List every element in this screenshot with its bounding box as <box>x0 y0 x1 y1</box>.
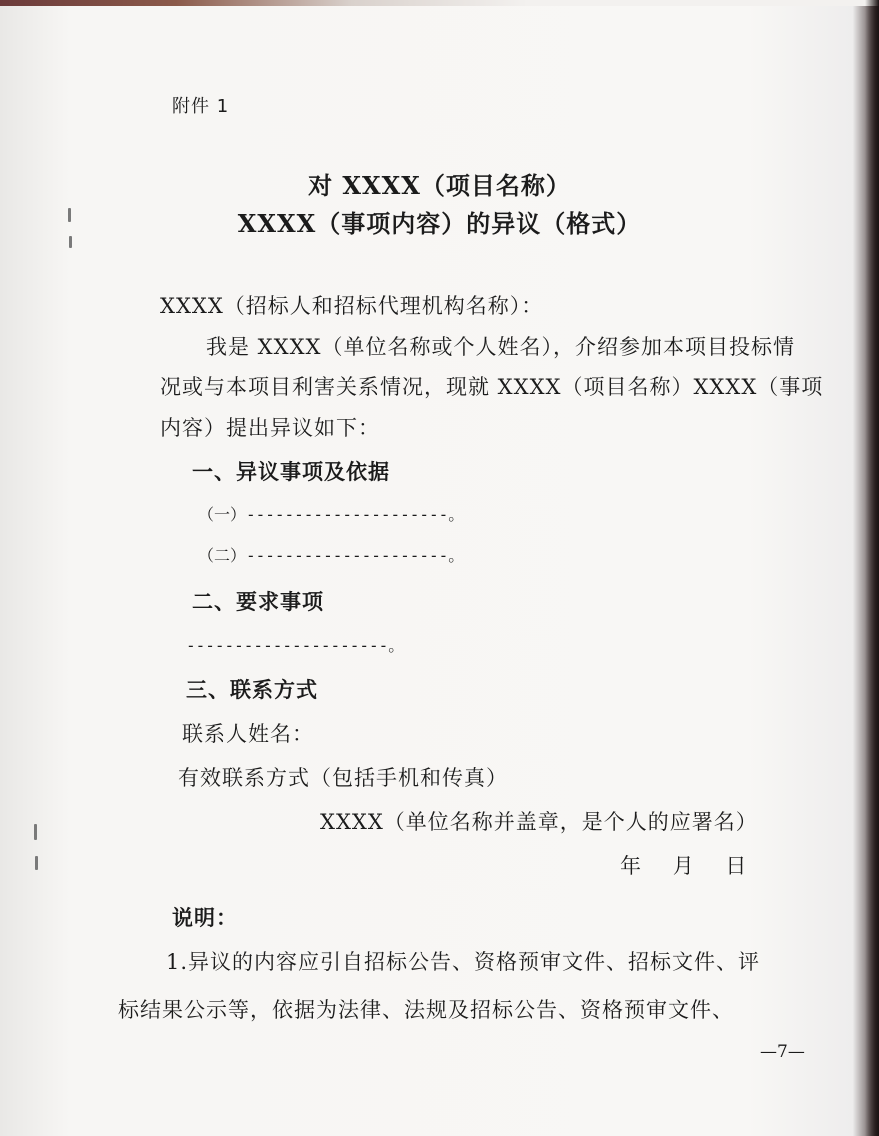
section1-heading: 一、异议事项及依据 <box>192 460 390 484</box>
date-line: 年 月 日 <box>620 854 748 878</box>
intro-paragraph-line2: 况或与本项目利害关系情况，现就 XXXX（项目名称）XXXX（事项 <box>160 375 824 399</box>
document-title-line1: 对 XXXX（项目名称） <box>308 171 571 200</box>
intro-paragraph-line3: 内容）提出异议如下： <box>160 416 380 440</box>
section2-heading: 二、要求事项 <box>192 590 324 614</box>
note1-line2: 标结果公示等，依据为法律、法规及招标公告、资格预审文件、 <box>118 998 734 1022</box>
note1-line1: 1.异议的内容应引自招标公告、资格预审文件、招标文件、评 <box>166 950 761 974</box>
section1-item2: （二）---------------------。 <box>198 546 465 565</box>
addressee: XXXX（招标人和招标代理机构名称）： <box>160 294 544 318</box>
section1-item1: （一）---------------------。 <box>198 505 465 524</box>
attachment-label: 附件 1 <box>172 96 230 117</box>
scan-top-edge <box>0 0 879 6</box>
section3-heading: 三、联系方式 <box>186 678 318 702</box>
signature-line: XXXX（单位名称并盖章，是个人的应署名） <box>320 810 758 834</box>
page-number: —7— <box>760 1042 805 1062</box>
contact-method-label: 有效联系方式（包括手机和传真） <box>178 766 508 790</box>
section2-content: ---------------------。 <box>186 636 405 655</box>
intro-paragraph-line1: 我是 XXXX（单位名称或个人姓名），介绍参加本项目投标情 <box>206 335 795 359</box>
notes-heading: 说明： <box>172 906 238 930</box>
contact-name-label: 联系人姓名： <box>182 722 314 746</box>
binding-mark <box>34 824 37 840</box>
document-title-line2: XXXX（事项内容）的异议（格式） <box>237 209 642 238</box>
binding-mark <box>35 856 38 870</box>
